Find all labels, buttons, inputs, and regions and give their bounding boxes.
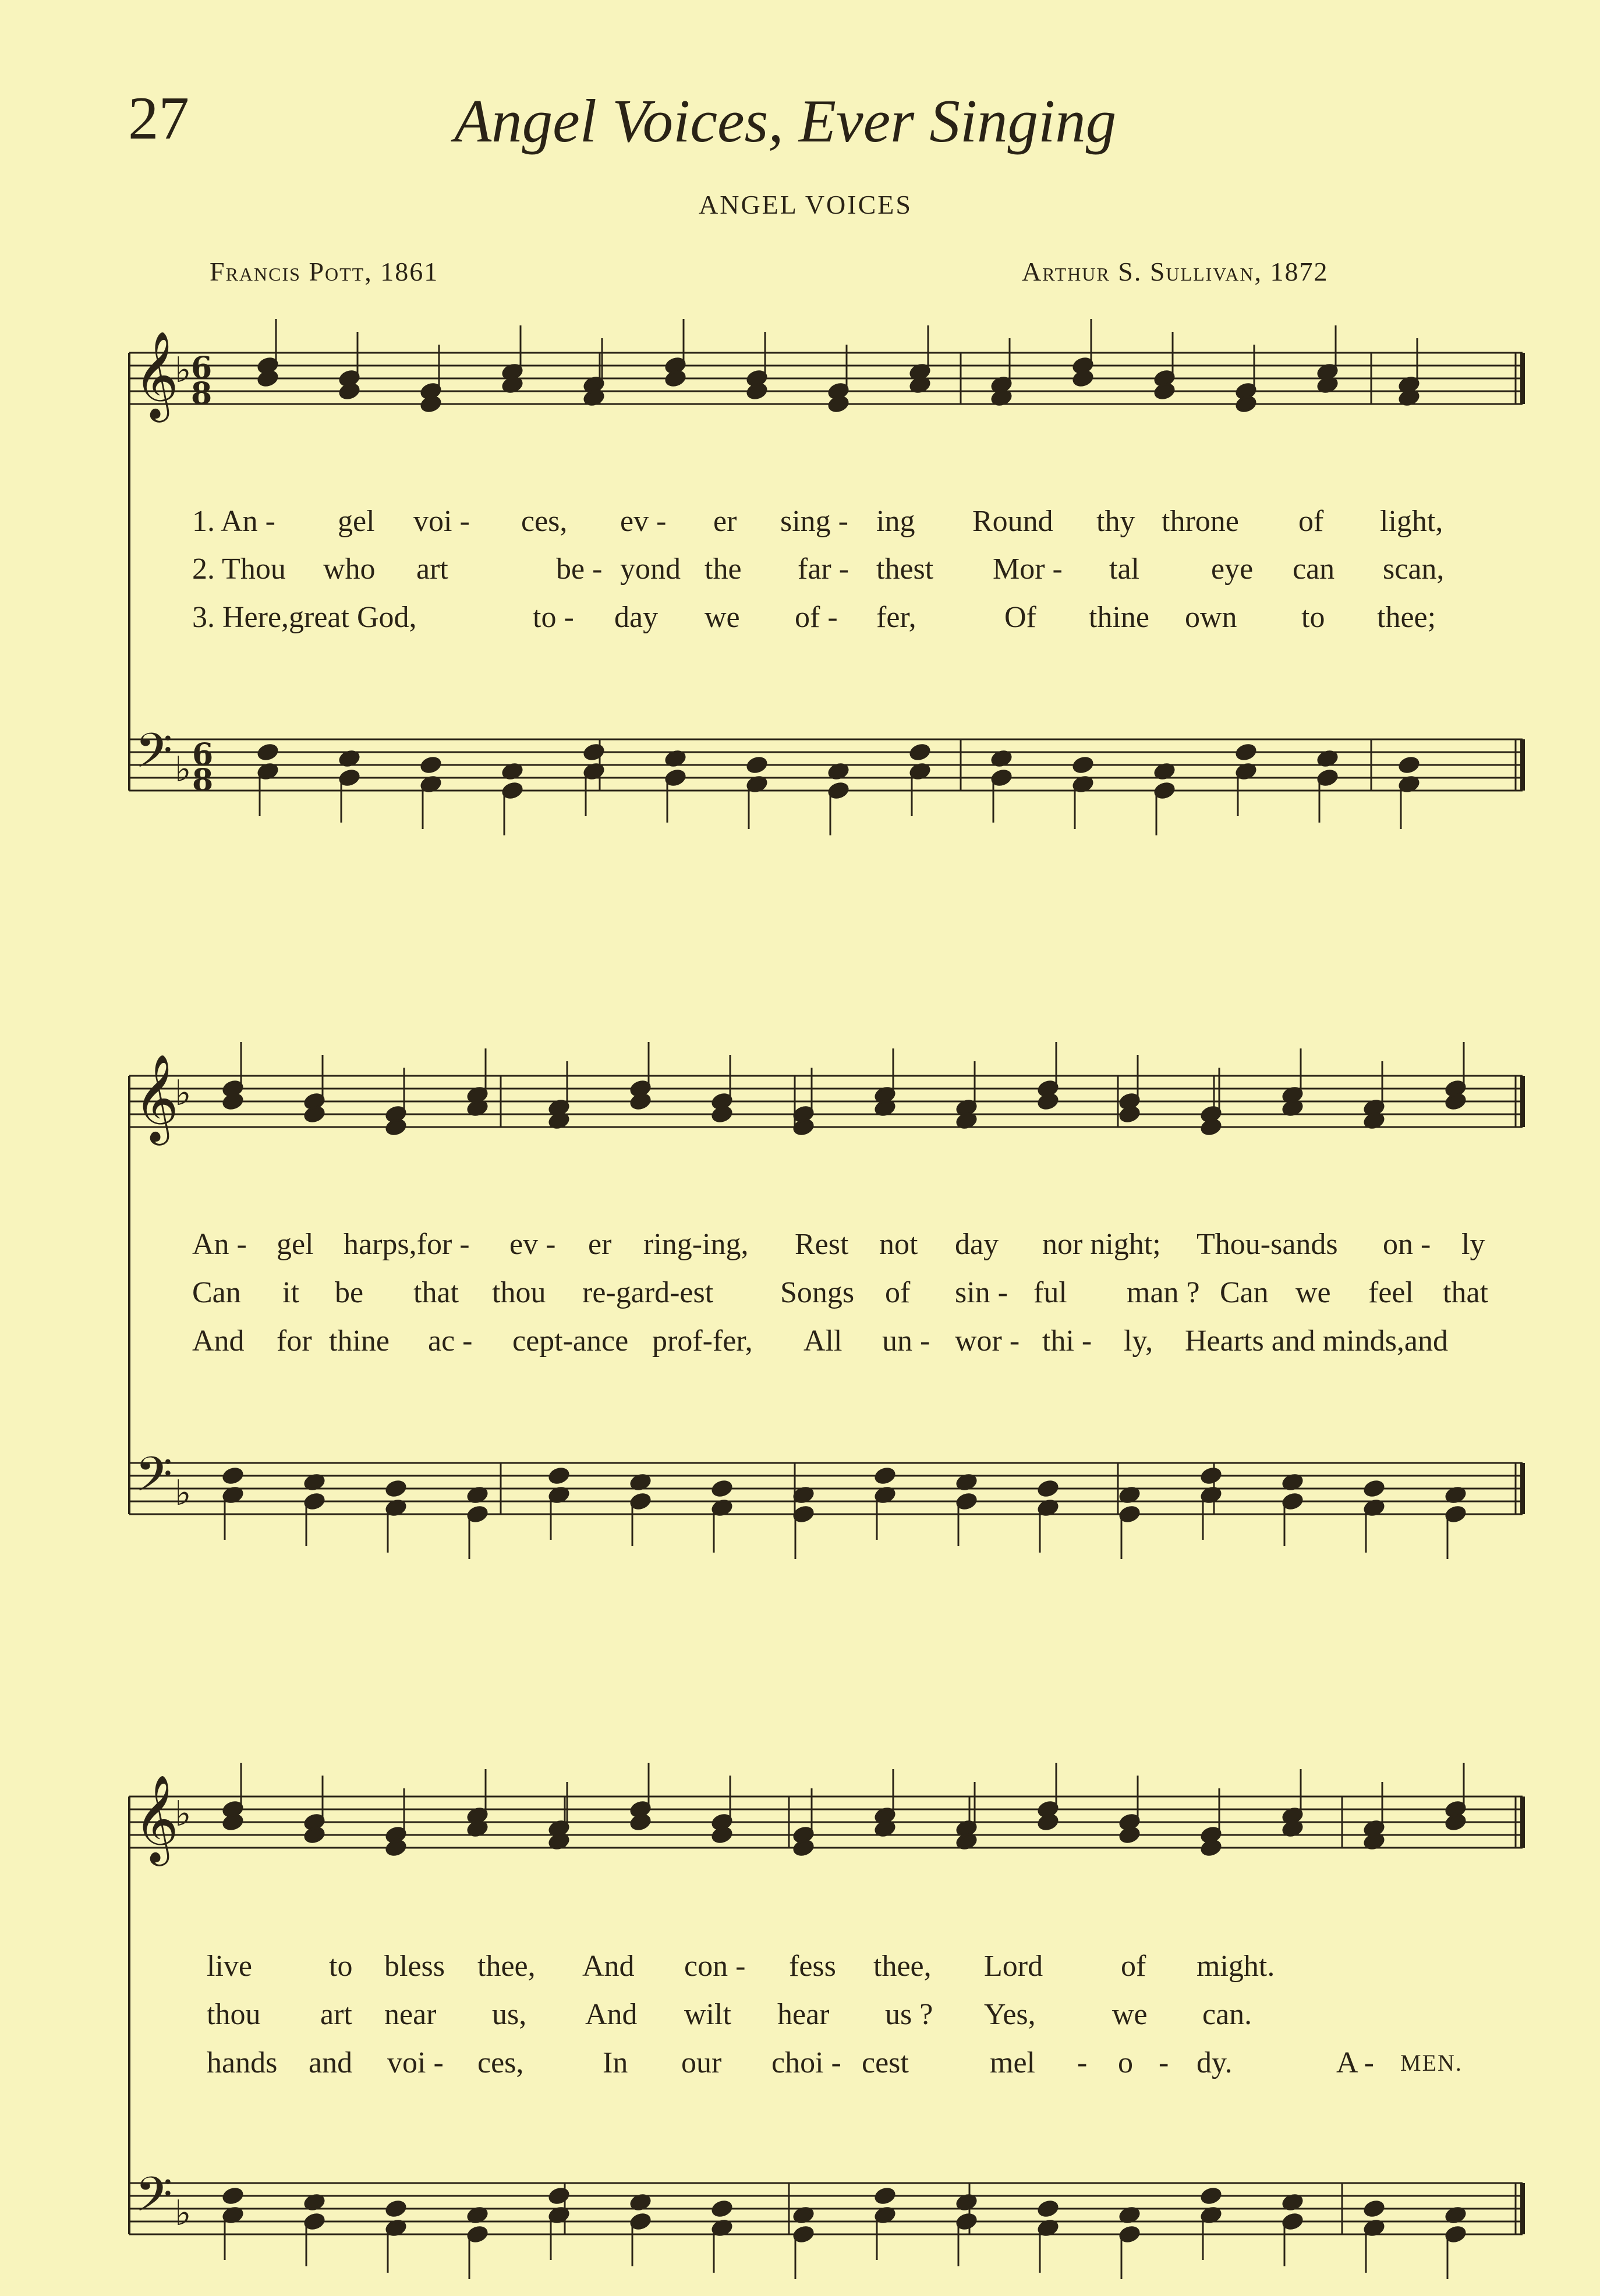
lyric-syllable: us ? xyxy=(885,1998,933,2031)
lyric-syllable: thine xyxy=(1089,601,1149,634)
lyric-syllable: and xyxy=(309,2046,353,2079)
lyric-syllable: thee; xyxy=(1377,601,1436,634)
lyric-syllable: hear xyxy=(777,1998,830,2031)
notehead xyxy=(583,743,605,761)
time-signature: 8 xyxy=(192,763,214,798)
lyric-syllable: to - xyxy=(533,601,574,634)
notehead xyxy=(711,2199,733,2218)
lyric-syllable: day xyxy=(614,601,659,634)
lyric-syllable: In xyxy=(603,2046,628,2079)
lyric-syllable: thest xyxy=(876,552,934,586)
lyric-syllable: to xyxy=(1301,601,1325,634)
notehead xyxy=(385,1479,407,1498)
notehead xyxy=(1072,756,1094,774)
bass-clef-icon: 𝄢 xyxy=(135,2166,173,2234)
notehead xyxy=(420,756,442,774)
lyric-syllable: voi - xyxy=(413,505,470,538)
lyric-syllable: dy. xyxy=(1197,2046,1233,2079)
lyric-syllable: who xyxy=(323,552,376,586)
lyric-syllable: All xyxy=(803,1324,843,1358)
lyric-syllable: feel xyxy=(1368,1276,1414,1309)
flat-icon: ♭ xyxy=(175,1073,192,1114)
notehead xyxy=(548,1466,570,1485)
lyric-syllable: gel xyxy=(277,1228,314,1261)
composer-credit: Arthur S. Sullivan, 1872 xyxy=(1022,257,1329,286)
lyric-syllable: ces, xyxy=(521,505,568,538)
lyric-syllable: cept-ance xyxy=(512,1324,629,1358)
lyric-syllable: ac - xyxy=(428,1324,473,1358)
lyric-syllable: Yes, xyxy=(984,1998,1036,2031)
lyric-syllable: wor - xyxy=(955,1324,1020,1358)
lyric-syllable: light, xyxy=(1380,505,1443,538)
notehead xyxy=(1037,1479,1059,1498)
lyric-syllable: wilt xyxy=(684,1998,731,2031)
lyric-syllable: scan, xyxy=(1383,552,1445,586)
lyric-syllable: - xyxy=(1077,2046,1088,2079)
lyric-syllable: Thou-sands xyxy=(1197,1228,1338,1261)
treble-clef-icon: 𝄞 xyxy=(134,1774,179,1862)
lyric-syllable: er xyxy=(588,1228,612,1261)
lyric-syllable: harps,for - xyxy=(344,1228,470,1261)
hymn-number: 27 xyxy=(128,84,189,152)
lyric-syllable: ing xyxy=(876,505,915,538)
notehead xyxy=(909,743,931,761)
lyric-syllable: Songs xyxy=(780,1276,855,1309)
lyric-syllable: 1. An - xyxy=(192,505,275,538)
lyric-syllable: thine xyxy=(329,1324,390,1358)
lyric-syllable: ly, xyxy=(1124,1324,1153,1358)
lyric-syllable: hands xyxy=(207,2046,278,2079)
notehead xyxy=(746,756,768,774)
lyric-syllable: might. xyxy=(1197,1950,1275,1983)
lyric-syllable: be xyxy=(335,1276,364,1309)
lyric-syllable: sin - xyxy=(955,1276,1008,1309)
lyric-syllable: o xyxy=(1118,2046,1133,2079)
lyric-syllable: And xyxy=(582,1950,635,1983)
lyric-syllable: near xyxy=(384,1998,437,2031)
lyric-syllable: bless xyxy=(384,1950,445,1983)
lyric-syllable: day xyxy=(955,1228,999,1261)
lyric-syllable: mel xyxy=(990,2046,1035,2079)
lyric-syllable: we xyxy=(1295,1276,1331,1309)
notehead xyxy=(548,2187,570,2205)
flat-icon: ♭ xyxy=(175,749,192,790)
lyric-syllable: And xyxy=(585,1998,638,2031)
lyric-syllable: us, xyxy=(492,1998,527,2031)
lyric-syllable: Lord xyxy=(984,1950,1043,1983)
lyric-syllable: for xyxy=(277,1324,312,1358)
lyric-syllable: our xyxy=(681,2046,722,2079)
lyric-syllable: fess xyxy=(789,1950,836,1983)
lyric-syllable: Hearts and minds,and xyxy=(1185,1324,1449,1358)
notehead xyxy=(1363,2199,1385,2218)
notehead xyxy=(1363,1479,1385,1498)
notehead xyxy=(222,1466,244,1485)
lyric-syllable: that xyxy=(413,1276,459,1309)
lyric-syllable: tal xyxy=(1109,552,1139,586)
lyric-syllable: nor night; xyxy=(1042,1228,1161,1261)
flat-icon: ♭ xyxy=(175,1473,192,1514)
lyric-syllable: thy xyxy=(1096,505,1135,538)
lyric-syllable: er xyxy=(713,505,737,538)
bass-clef-icon: 𝄢 xyxy=(135,722,173,791)
lyric-syllable: cest xyxy=(862,2046,909,2079)
notehead xyxy=(1235,743,1257,761)
lyric-syllable: ly xyxy=(1461,1228,1485,1261)
lyric-syllable: A - xyxy=(1336,2046,1374,2079)
lyric-syllable: ev - xyxy=(509,1228,556,1261)
lyric-syllable: sing - xyxy=(780,505,848,538)
lyric-syllable: be - xyxy=(556,552,603,586)
lyric-syllable: re-gard-est xyxy=(582,1276,714,1309)
lyric-syllable: An - xyxy=(192,1228,247,1261)
lyric-syllable: far - xyxy=(798,552,849,586)
hymn-title: Angel Voices, Ever Singing xyxy=(454,87,1117,155)
lyric-syllable: Round xyxy=(972,505,1053,538)
lyric-syllable: un - xyxy=(882,1324,930,1358)
lyric-syllable: thee, xyxy=(477,1950,536,1983)
lyric-syllable: fer, xyxy=(876,601,916,634)
lyric-syllable: ful xyxy=(1033,1276,1067,1309)
lyric-syllable: to xyxy=(329,1950,353,1983)
lyric-syllable: 2. Thou xyxy=(192,552,286,586)
notehead xyxy=(222,2187,244,2205)
treble-clef-icon: 𝄞 xyxy=(134,1053,179,1142)
lyric-syllable: can xyxy=(1293,552,1335,586)
notehead xyxy=(711,1479,733,1498)
lyric-syllable: ring-ing, xyxy=(643,1228,749,1261)
lyric-syllable: Rest xyxy=(795,1228,849,1261)
lyric-syllable: MEN. xyxy=(1400,2050,1463,2076)
lyric-syllable: eye xyxy=(1211,552,1254,586)
flat-icon: ♭ xyxy=(175,1794,192,1834)
lyric-syllable: man ? xyxy=(1127,1276,1200,1309)
notehead xyxy=(1200,2187,1222,2205)
lyric-syllable: of xyxy=(885,1276,911,1309)
notehead xyxy=(874,2187,896,2205)
lyric-syllable: the xyxy=(705,552,742,586)
lyric-syllable: 3. Here,great God, xyxy=(192,601,417,634)
lyric-syllable: Can xyxy=(192,1276,241,1309)
lyric-syllable: choi - xyxy=(771,2046,841,2079)
lyric-syllable: voi - xyxy=(387,2046,444,2079)
lyric-syllable: thee, xyxy=(873,1950,932,1983)
notehead xyxy=(1200,1466,1222,1485)
lyric-syllable: of xyxy=(1298,505,1324,538)
time-signature: 8 xyxy=(191,376,213,412)
lyric-syllable: we xyxy=(1112,1998,1148,2031)
lyric-syllable: of - xyxy=(795,601,838,634)
time-signature: 6 xyxy=(191,350,213,386)
lyric-syllable: own xyxy=(1185,601,1237,634)
time-signature: 6 xyxy=(192,737,214,773)
lyric-syllable: ev - xyxy=(620,505,667,538)
lyric-syllable: ces, xyxy=(477,2046,524,2079)
lyric-syllable: thou xyxy=(207,1998,261,2031)
lyric-syllable: it xyxy=(282,1276,299,1309)
lyric-syllable: Can xyxy=(1220,1276,1269,1309)
lyric-syllable: not xyxy=(879,1228,918,1261)
author-credit: Francis Pott, 1861 xyxy=(210,257,439,286)
lyric-syllable: art xyxy=(416,552,448,586)
notehead xyxy=(257,743,279,761)
lyric-syllable: live xyxy=(207,1950,252,1983)
flat-icon: ♭ xyxy=(175,350,192,391)
lyric-syllable: Of xyxy=(1004,601,1036,634)
notehead xyxy=(1398,756,1420,774)
notehead xyxy=(874,1466,896,1485)
lyric-syllable: Mor - xyxy=(993,552,1063,586)
tune-name: ANGEL VOICES xyxy=(699,190,912,219)
lyric-syllable: can. xyxy=(1202,1998,1252,2031)
lyric-syllable: gel xyxy=(338,505,375,538)
lyric-syllable: on - xyxy=(1383,1228,1431,1261)
notehead xyxy=(1037,2199,1059,2218)
lyric-syllable: yond xyxy=(620,552,681,586)
flat-icon: ♭ xyxy=(175,2193,192,2234)
lyric-syllable: throne xyxy=(1162,505,1239,538)
lyric-syllable: prof-fer, xyxy=(652,1324,753,1358)
bass-clef-icon: 𝄢 xyxy=(135,1446,173,1514)
lyric-syllable: And xyxy=(192,1324,245,1358)
lyric-syllable: thi - xyxy=(1042,1324,1092,1358)
lyric-syllable: - xyxy=(1159,2046,1169,2079)
lyric-syllable: art xyxy=(320,1998,352,2031)
lyric-syllable: that xyxy=(1443,1276,1488,1309)
treble-clef-icon: 𝄞 xyxy=(134,330,179,419)
lyric-syllable: thou xyxy=(492,1276,546,1309)
notehead xyxy=(385,2199,407,2218)
lyric-syllable: of xyxy=(1121,1950,1146,1983)
lyric-syllable: we xyxy=(705,601,740,634)
lyric-syllable: con - xyxy=(684,1950,746,1983)
